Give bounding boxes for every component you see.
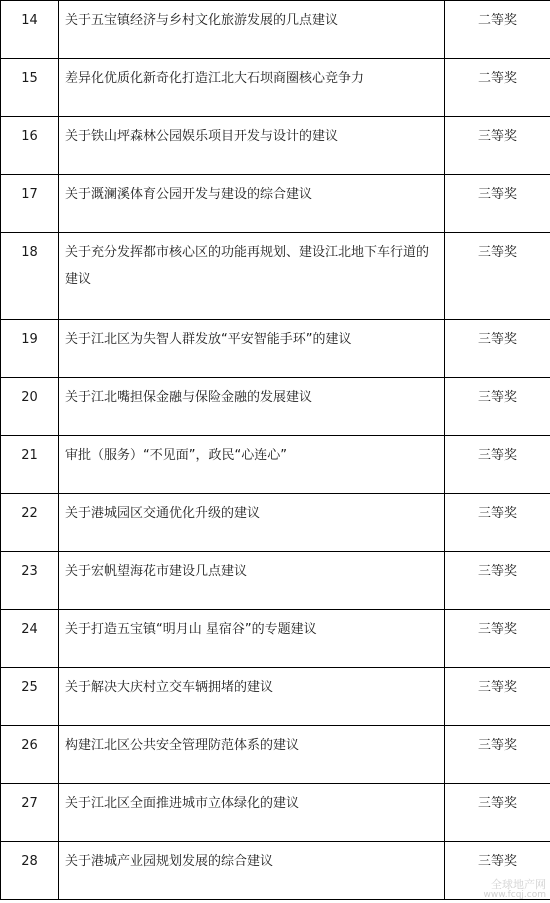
proposal-title: 审批（服务）“不见面”，政民“心连心”	[59, 436, 445, 494]
award-level: 三等奖	[445, 494, 550, 552]
table-row	[1, 233, 550, 320]
award-level: 三等奖	[445, 842, 550, 900]
award-level: 三等奖	[445, 117, 550, 175]
table-row	[1, 668, 550, 726]
watermark-url: www.fcqj.com	[483, 890, 546, 900]
proposal-title: 构建江北区公共安全管理防范体系的建议	[59, 726, 445, 784]
award-level: 三等奖	[445, 436, 550, 494]
table-row	[1, 436, 550, 494]
row-number: 22	[1, 494, 59, 552]
row-number: 15	[1, 59, 59, 117]
row-number: 28	[1, 842, 59, 900]
proposal-title: 关于港城园区交通优化升级的建议	[59, 494, 445, 552]
row-number: 25	[1, 668, 59, 726]
row-number: 17	[1, 175, 59, 233]
table-row	[1, 842, 550, 900]
proposal-title: 关于港城产业园规划发展的综合建议	[59, 842, 445, 900]
row-number: 14	[1, 1, 59, 59]
proposal-title: 关于江北区为失智人群发放“平安智能手环”的建议	[59, 320, 445, 378]
proposal-title: 关于宏帆望海花市建设几点建议	[59, 552, 445, 610]
table-row	[1, 494, 550, 552]
table-row	[1, 726, 550, 784]
table-row	[1, 610, 550, 668]
row-number: 18	[1, 233, 59, 320]
proposal-title: 关于溉澜溪体育公园开发与建设的综合建议	[59, 175, 445, 233]
table-row	[1, 1, 550, 59]
award-table-body	[1, 1, 550, 900]
award-level: 三等奖	[445, 668, 550, 726]
proposal-title: 关于江北嘴担保金融与保险金融的发展建议	[59, 378, 445, 436]
row-number: 20	[1, 378, 59, 436]
row-number: 26	[1, 726, 59, 784]
row-number: 21	[1, 436, 59, 494]
table-row	[1, 175, 550, 233]
proposal-title: 关于铁山坪森林公园娱乐项目开发与设计的建议	[59, 117, 445, 175]
proposal-title: 关于江北区全面推进城市立体绿化的建议	[59, 784, 445, 842]
award-level: 三等奖	[445, 378, 550, 436]
row-number: 19	[1, 320, 59, 378]
proposal-title: 关于打造五宝镇“明月山 星宿谷”的专题建议	[59, 610, 445, 668]
table-row	[1, 59, 550, 117]
award-level: 三等奖	[445, 726, 550, 784]
proposal-title: 关于充分发挥都市核心区的功能再规划、建设江北地下车行道的建议	[59, 233, 445, 320]
row-number: 16	[1, 117, 59, 175]
award-level: 三等奖	[445, 233, 550, 320]
site-watermark	[483, 879, 546, 901]
proposal-title: 关于五宝镇经济与乡村文化旅游发展的几点建议	[59, 1, 445, 59]
row-number: 23	[1, 552, 59, 610]
proposal-title: 关于解决大庆村立交车辆拥堵的建议	[59, 668, 445, 726]
table-row	[1, 552, 550, 610]
row-number: 24	[1, 610, 59, 668]
award-level: 三等奖	[445, 784, 550, 842]
award-level: 二等奖	[445, 1, 550, 59]
table-row	[1, 320, 550, 378]
row-number: 27	[1, 784, 59, 842]
award-level: 三等奖	[445, 320, 550, 378]
award-level: 三等奖	[445, 610, 550, 668]
award-level: 三等奖	[445, 552, 550, 610]
award-level: 二等奖	[445, 59, 550, 117]
table-row	[1, 784, 550, 842]
award-level: 三等奖	[445, 175, 550, 233]
watermark-text: 全球地产网	[491, 878, 546, 891]
table-row	[1, 378, 550, 436]
table-row	[1, 117, 550, 175]
proposal-title: 差异化优质化新奇化打造江北大石坝商圈核心竞争力	[59, 59, 445, 117]
